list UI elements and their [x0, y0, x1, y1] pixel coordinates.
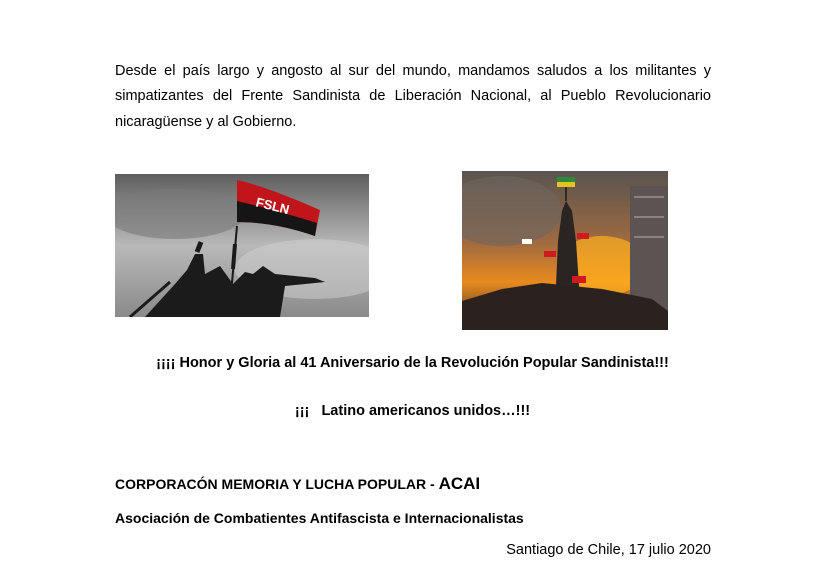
greeting-paragraph: Desde el país largo y angosto al sur del mundo, mandamos saludos a los militantes y simpatizantes del Frente Sandinista de Liberación Nacional, al Pueblo Revolucionario nicaragüense y al Gobierno.	[115, 62, 711, 130]
slogan-line	[0, 403, 825, 419]
organization-name-text: CORPORACÓN MEMORIA Y LUCHA POPULAR -	[115, 476, 435, 492]
protest-monument-photo	[462, 171, 668, 330]
slogan-text: Latino americanos unidos…!!!	[321, 403, 531, 419]
organization-name	[115, 474, 480, 494]
fsln-flag-photo	[115, 174, 369, 317]
flag-text: FSLN	[254, 194, 291, 218]
slogan-prefix: ¡¡¡	[294, 403, 310, 419]
organization-full-name: Asociación de Combatientes Antifascista e Internacionalistas	[115, 510, 524, 526]
anniversary-headline: ¡¡¡¡ Honor y Gloria al 41 Aniversario de la Revolución Popular Sandinista!!!	[156, 355, 669, 371]
place-date-signoff: Santiago de Chile, 17 julio 2020	[506, 542, 711, 558]
organization-acronym: ACAI	[438, 474, 481, 493]
